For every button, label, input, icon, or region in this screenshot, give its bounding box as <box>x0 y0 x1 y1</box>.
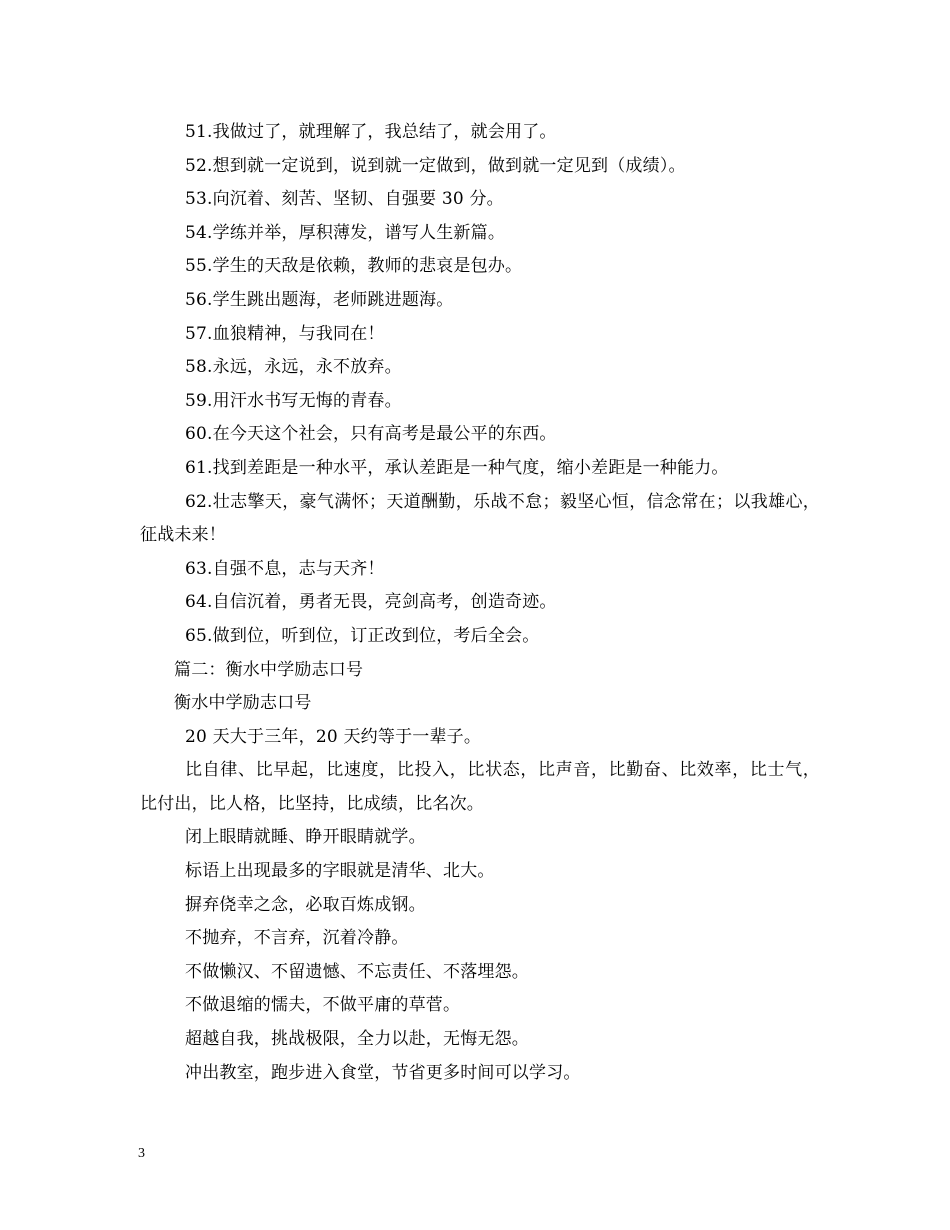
section-paragraph: 摒弃侥幸之念，必取百炼成钢。 <box>185 894 426 915</box>
slogan-62: 62.壮志擎天，豪气满怀；天道酬勤，乐战不怠；毅坚心恒，信念常在；以我雄心，征战未来！ <box>140 491 820 546</box>
slogan-59: 59.用汗水书写无悔的青春。 <box>185 390 402 411</box>
page-number: 3 <box>138 1146 145 1161</box>
slogan-63: 63.自强不息，志与天齐！ <box>185 558 385 579</box>
section-title: 衡水中学励志口号 <box>174 693 312 714</box>
slogan-52: 52.想到就一定说到，说到就一定做到，做到就一定见到（成绩）。 <box>185 155 686 176</box>
slogan-65: 65.做到位，听到位，订正改到位，考后全会。 <box>185 625 540 646</box>
slogan-55: 55.学生的天敌是依赖，教师的悲哀是包办。 <box>185 256 523 277</box>
section-paragraph: 不做退缩的懦夫，不做平庸的草菅。 <box>185 995 461 1016</box>
document-body <box>140 116 820 1090</box>
section-paragraph: 比自律、比早起，比速度，比投入，比状态，比声音，比勤奋、比效率，比士气，比付出，比人格，比坚持，比成绩，比名次。 <box>140 760 820 814</box>
slogan-54: 54.学练并举，厚积薄发，谱写人生新篇。 <box>185 222 506 243</box>
section-paragraph: 冲出教室，跑步进入食堂，节省更多时间可以学习。 <box>185 1062 581 1083</box>
slogan-58: 58.永远，永远，永不放弃。 <box>185 357 402 378</box>
slogan-56: 56.学生跳出题海，老师跳进题海。 <box>185 289 454 310</box>
section-paragraph: 20 天大于三年，20 天约等于一辈子。 <box>185 726 482 747</box>
section-paragraph: 超越自我，挑战极限，全力以赴，无悔无怨。 <box>185 1029 529 1050</box>
section-paragraph: 不做懒汉、不留遗憾、不忘责任、不落埋怨。 <box>185 961 529 982</box>
section-paragraph: 闭上眼睛就睡、睁开眼睛就学。 <box>185 827 426 848</box>
section-heading: 篇二：衡水中学励志口号 <box>174 659 364 680</box>
slogan-51: 51.我做过了，就理解了，我总结了，就会用了。 <box>185 122 557 142</box>
slogan-64: 64.自信沉着，勇者无畏，亮剑高考，创造奇迹。 <box>185 592 557 613</box>
section-paragraph: 不抛弃，不言弃，沉着冷静。 <box>185 928 409 949</box>
slogan-61: 61.找到差距是一种水平，承认差距是一种气度，缩小差距是一种能力。 <box>185 457 729 478</box>
slogan-53: 53.向沉着、刻苦、坚韧、自强要 30 分。 <box>185 189 504 210</box>
slogan-60: 60.在今天这个社会，只有高考是最公平的东西。 <box>185 424 557 445</box>
section-paragraph: 标语上出现最多的字眼就是清华、北大。 <box>185 861 495 882</box>
slogan-57: 57.血狼精神，与我同在！ <box>185 323 385 344</box>
